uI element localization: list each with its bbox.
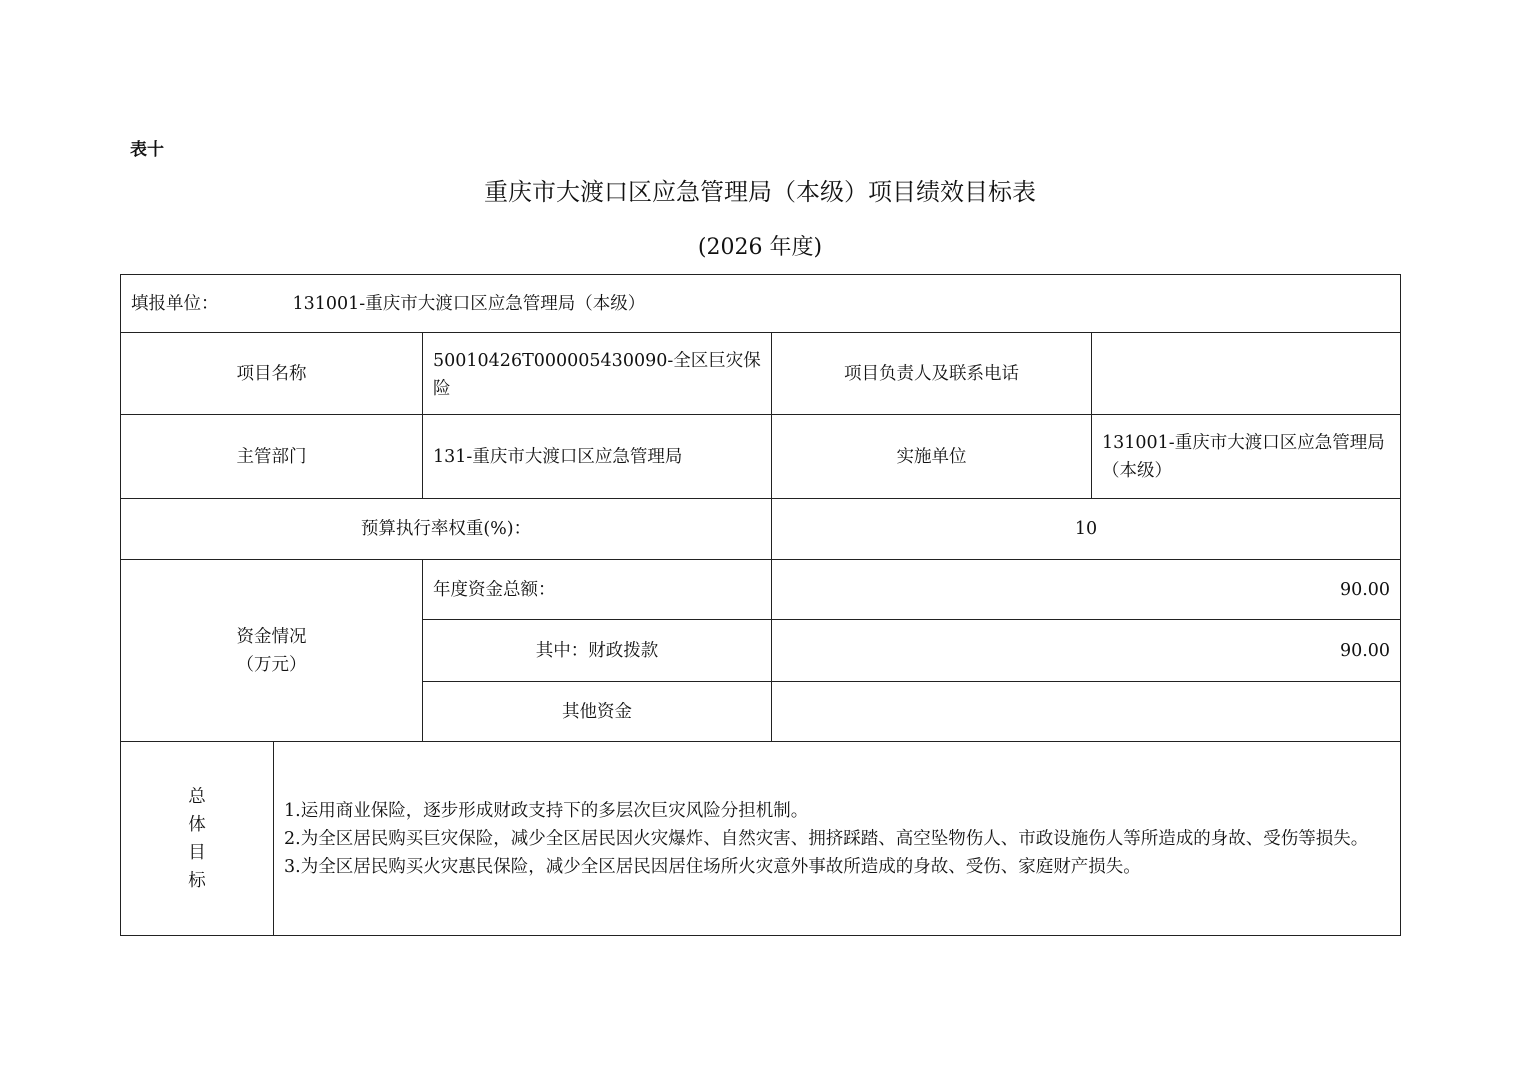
project-row <box>121 333 1401 415</box>
overall-goal-label <box>121 742 274 936</box>
funds-label <box>121 560 423 742</box>
other-funds-label: 其他资金 <box>423 682 772 742</box>
other-funds-value <box>772 682 1401 742</box>
contact-value <box>1092 333 1401 415</box>
annual-total-label: 年度资金总额： <box>423 560 772 620</box>
goal-label-char: 目 <box>188 842 206 863</box>
impl-value: 131001-重庆市大渡口区应急管理局（本级） <box>1092 415 1401 499</box>
annual-total-value: 90.00 <box>772 560 1401 620</box>
budget-weight-label: 预算执行率权重(%)： <box>121 499 772 560</box>
unit-value: 131001-重庆市大渡口区应急管理局（本级） <box>292 293 646 314</box>
goal-label-char: 标 <box>188 870 206 891</box>
annual-total-row <box>121 560 1401 620</box>
impl-label: 实施单位 <box>772 415 1092 499</box>
unit-cell <box>121 275 1401 333</box>
fiscal-label: 其中：财政拨款 <box>423 620 772 682</box>
page-title: 重庆市大渡口区应急管理局（本级）项目绩效目标表 <box>484 178 1036 206</box>
funds-label-line2: （万元） <box>236 654 307 675</box>
project-name-value: 50010426T000005430090-全区巨灾保险 <box>423 333 772 415</box>
contact-label: 项目负责人及联系电话 <box>772 333 1092 415</box>
goal-item: 3.为全区居民购买火灾惠民保险，减少全区居民因居住场所火灾意外事故所造成的身故、受伤、家庭财产损失。 <box>284 856 1141 877</box>
budget-weight-value: 10 <box>772 499 1401 560</box>
overall-goal-row <box>121 742 1401 936</box>
dept-row <box>121 415 1401 499</box>
goal-label-char: 体 <box>188 814 206 835</box>
budget-weight-row <box>121 499 1401 560</box>
project-name-label: 项目名称 <box>121 333 423 415</box>
unit-label: 填报单位： <box>131 293 219 314</box>
funds-label-line1: 资金情况 <box>236 626 307 647</box>
goal-item: 1.运用商业保险，逐步形成财政支持下的多层次巨灾风险分担机制。 <box>284 800 809 821</box>
goal-item: 2.为全区居民购买巨灾保险，减少全区居民因火灾爆炸、自然灾害、拥挤踩踏、高空坠物伤人、市政设施伤人等所造成的身故、受伤等损失。 <box>284 828 1369 849</box>
page-subtitle-year: (2026 年度) <box>697 235 823 260</box>
dept-label: 主管部门 <box>121 415 423 499</box>
goal-label-char: 总 <box>188 786 206 807</box>
performance-target-table <box>120 274 1401 936</box>
table-number: 表十 <box>130 140 164 160</box>
fiscal-value: 90.00 <box>772 620 1401 682</box>
unit-row <box>121 275 1401 333</box>
overall-goal-text <box>274 742 1401 936</box>
dept-value: 131-重庆市大渡口区应急管理局 <box>423 415 772 499</box>
